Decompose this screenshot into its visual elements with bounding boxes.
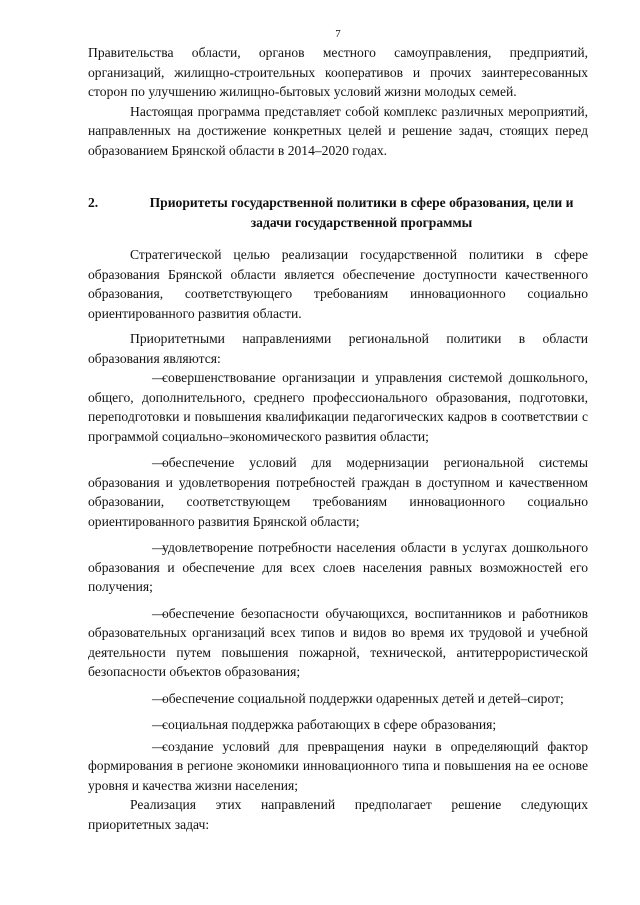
- page-number: 7: [335, 28, 341, 40]
- section-number: 2.: [88, 195, 99, 210]
- priority-item-text: обеспечение условий для модернизации региональной системы образования и удовлетворения потребностей граждан в доступном и качественном образовании, соответствующем требованиям инновационного социально ориентированного развития Брянской области;: [88, 455, 588, 529]
- dash-marker: —: [152, 540, 166, 555]
- dash-marker: —: [152, 370, 166, 385]
- priority-item: [88, 737, 588, 796]
- section-body: [88, 245, 588, 834]
- section-title: Приоритеты государственной политики в сфере образования, цели и задачи государственной программы: [149, 195, 574, 230]
- dash-marker: —: [152, 605, 166, 621]
- intro-paragraph-1: Правительства области, органов местного самоуправления, предприятий, организаций, жилищно-строительных кооперативов и прочих заинтересованных сторон по улучшению жилищно-бытовых условий жизни молодых семей.: [88, 45, 588, 99]
- dash-marker: —: [152, 690, 166, 706]
- priority-item: [88, 368, 588, 446]
- priority-item: [88, 689, 588, 709]
- intro-text: [88, 43, 588, 160]
- goal-paragraph: Стратегической целью реализации государственной политики в сфере образования Брянской области является обеспечение доступности качественного образования, соответствующего требованиям инновационного социально ориентированного развития области.: [88, 247, 588, 321]
- priority-item-text: социальная поддержка работающих в сфере образования;: [162, 717, 497, 732]
- priorities-intro: Приоритетными направлениями региональной политики в области образования являются:: [88, 331, 588, 366]
- priority-item-text: обеспечение социальной поддержки одаренных детей и детей–сирот;: [162, 690, 564, 706]
- priority-item: [88, 538, 588, 597]
- priority-item-text: создание условий для превращения науки в определяющий фактор формирования в регионе экономики инновационного типа и повышения на ее основе уровня и качества жизни населения;: [88, 738, 588, 793]
- priority-item-text: удовлетворение потребности населения области в услугах дошкольного образования и обеспечение для всех слоев населения равных возможностей его получения;: [88, 540, 588, 594]
- priority-item: [88, 453, 588, 531]
- tasks-intro: Реализация этих направлений предполагает решение следующих приоритетных задач:: [88, 797, 588, 832]
- dash-marker: —: [152, 455, 166, 470]
- dash-marker: —: [152, 738, 166, 754]
- priority-item-text: обеспечение безопасности обучающихся, воспитанников и работников образовательных организаций всех типов и видов во время их трудовой и учебной деятельности путем повышения пожарной, технической, антитеррористической безопасности объектов образования;: [88, 605, 588, 679]
- intro-paragraph-2: Настоящая программа представляет собой комплекс различных мероприятий, направленных на достижение конкретных целей и решение задач, стоящих перед образованием Брянской области в 2014–2020 годах.: [88, 103, 588, 158]
- dash-marker: —: [152, 717, 166, 732]
- priority-item-text: совершенствование организации и управления системой дошкольного, общего, дополнительного, среднего профессионального образования, подготовки, переподготовки и повышения квалификации педагогических кадров в соответствии с программой социально–экономического развития области;: [88, 370, 588, 444]
- priority-item: [88, 715, 588, 735]
- priority-list: [88, 368, 588, 795]
- priority-item: [88, 604, 588, 682]
